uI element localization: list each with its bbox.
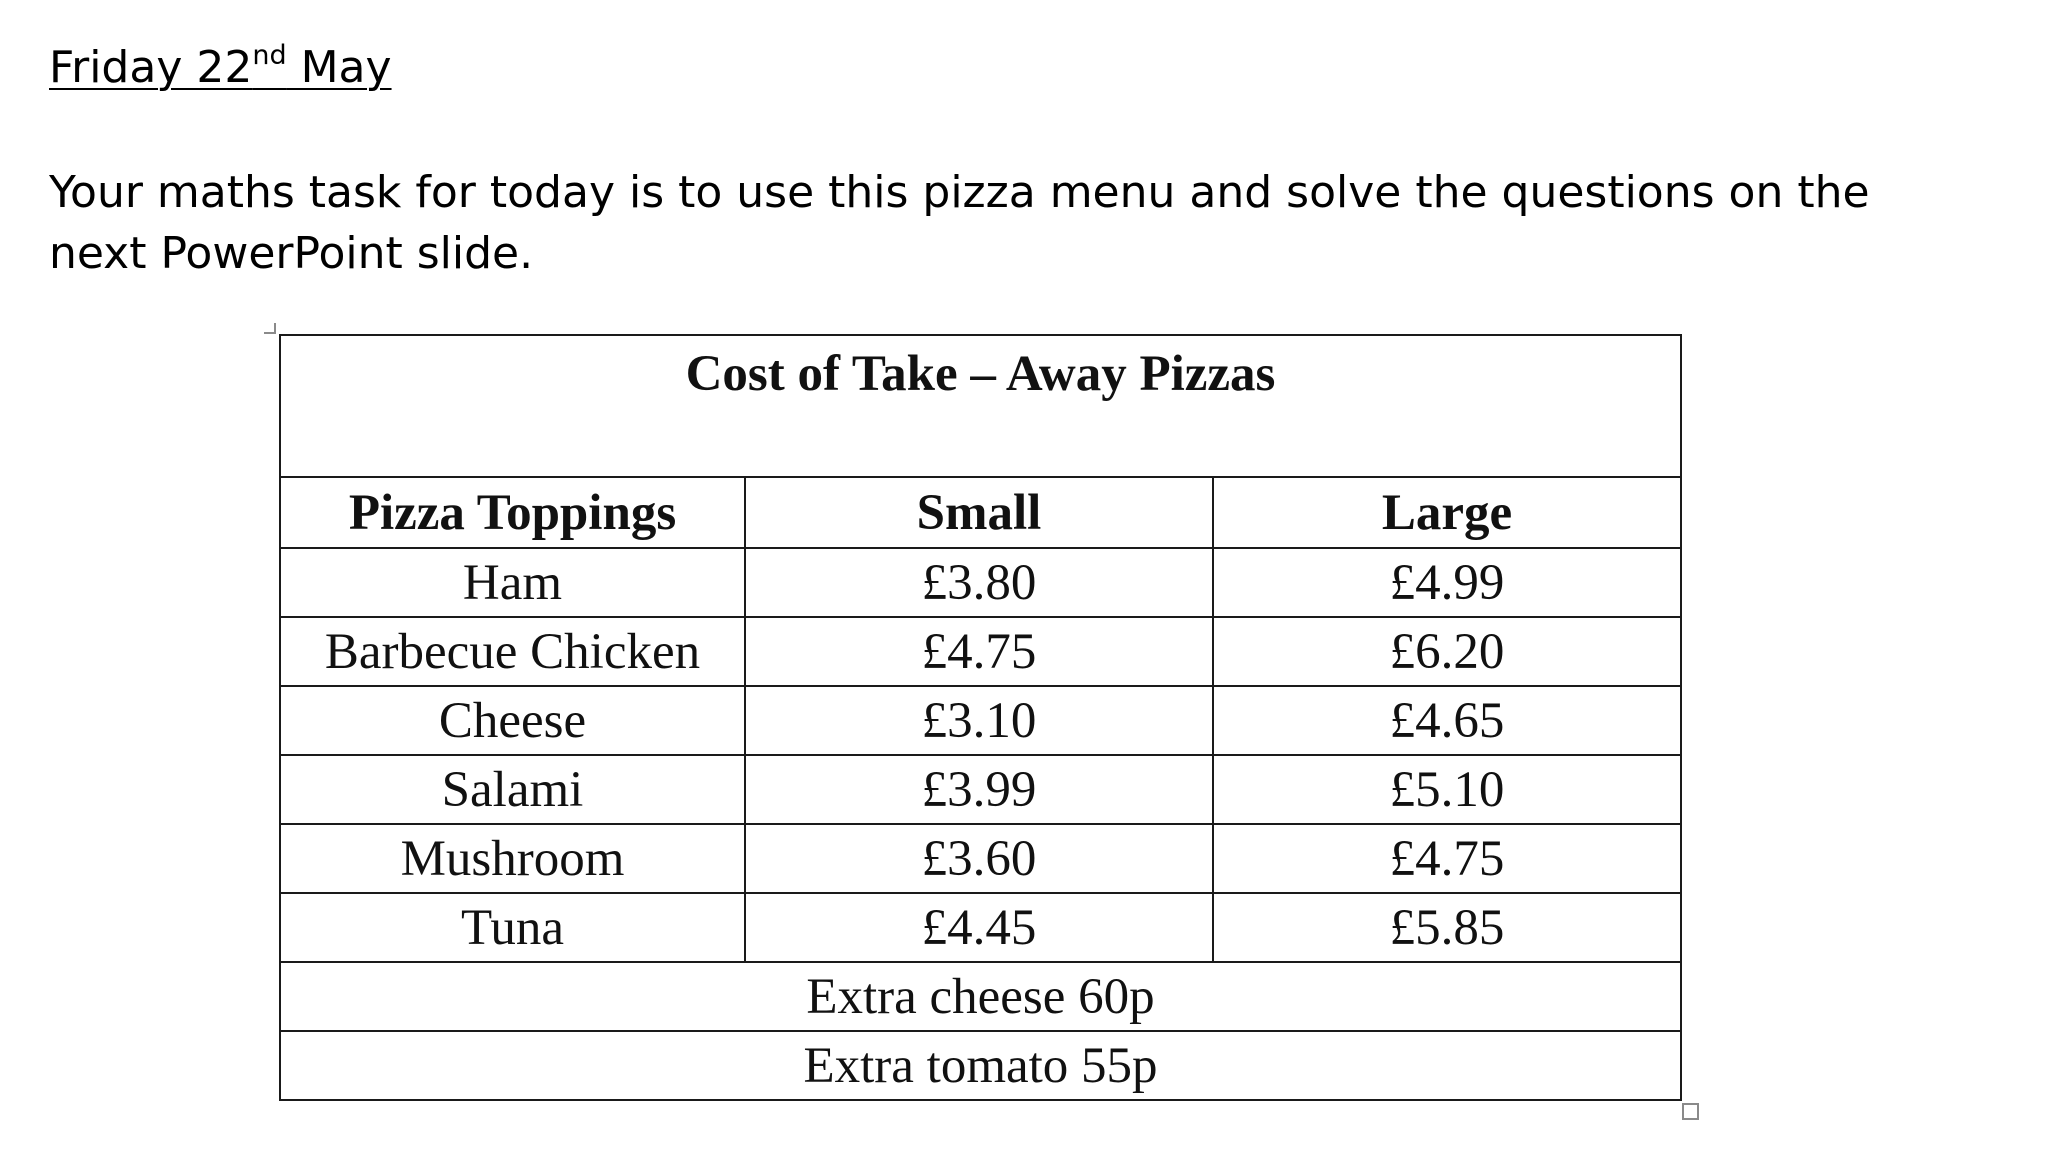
header-large: Large	[1213, 477, 1681, 548]
small-price-cell: £3.60	[745, 824, 1213, 893]
small-price-cell: £4.75	[745, 617, 1213, 686]
small-price-cell: £4.45	[745, 893, 1213, 962]
date-month: May	[286, 42, 392, 93]
slide-date-heading	[49, 40, 392, 96]
large-price-cell: £4.99	[1213, 548, 1681, 617]
table-row-cheese	[280, 686, 1681, 755]
small-price-cell: £3.99	[745, 755, 1213, 824]
topping-cell: Salami	[280, 755, 745, 824]
table-anchor-icon	[264, 323, 276, 334]
date-day: Friday 22	[49, 42, 253, 93]
table-row-ham	[280, 548, 1681, 617]
table-row-tuna	[280, 893, 1681, 962]
table-row-barbecue-chicken	[280, 617, 1681, 686]
large-price-cell: £4.65	[1213, 686, 1681, 755]
topping-cell: Tuna	[280, 893, 745, 962]
table-row-extra-cheese	[280, 962, 1681, 1031]
date-ordinal-suffix: nd	[252, 40, 287, 71]
table-row-salami	[280, 755, 1681, 824]
topping-cell: Barbecue Chicken	[280, 617, 745, 686]
table-resize-handle[interactable]	[1682, 1103, 1699, 1120]
table-row-extra-tomato	[280, 1031, 1681, 1100]
extra-cheese-cell: Extra cheese 60p	[280, 962, 1681, 1031]
task-instructions: Your maths task for today is to use this pizza menu and solve the questions on the next PowerPoint slide.	[49, 167, 1870, 279]
pizza-menu-table	[279, 334, 1682, 1101]
topping-cell: Ham	[280, 548, 745, 617]
large-price-cell: £5.10	[1213, 755, 1681, 824]
large-price-cell: £5.85	[1213, 893, 1681, 962]
small-price-cell: £3.10	[745, 686, 1213, 755]
topping-cell: Cheese	[280, 686, 745, 755]
table-title-row	[280, 335, 1681, 477]
small-price-cell: £3.80	[745, 548, 1213, 617]
large-price-cell: £6.20	[1213, 617, 1681, 686]
table-row-mushroom	[280, 824, 1681, 893]
large-price-cell: £4.75	[1213, 824, 1681, 893]
table-title: Cost of Take – Away Pizzas	[280, 335, 1681, 477]
header-pizza-toppings: Pizza Toppings	[280, 477, 745, 548]
extra-tomato-cell: Extra tomato 55p	[280, 1031, 1681, 1100]
header-small: Small	[745, 477, 1213, 548]
topping-cell: Mushroom	[280, 824, 745, 893]
table-header-row	[280, 477, 1681, 548]
